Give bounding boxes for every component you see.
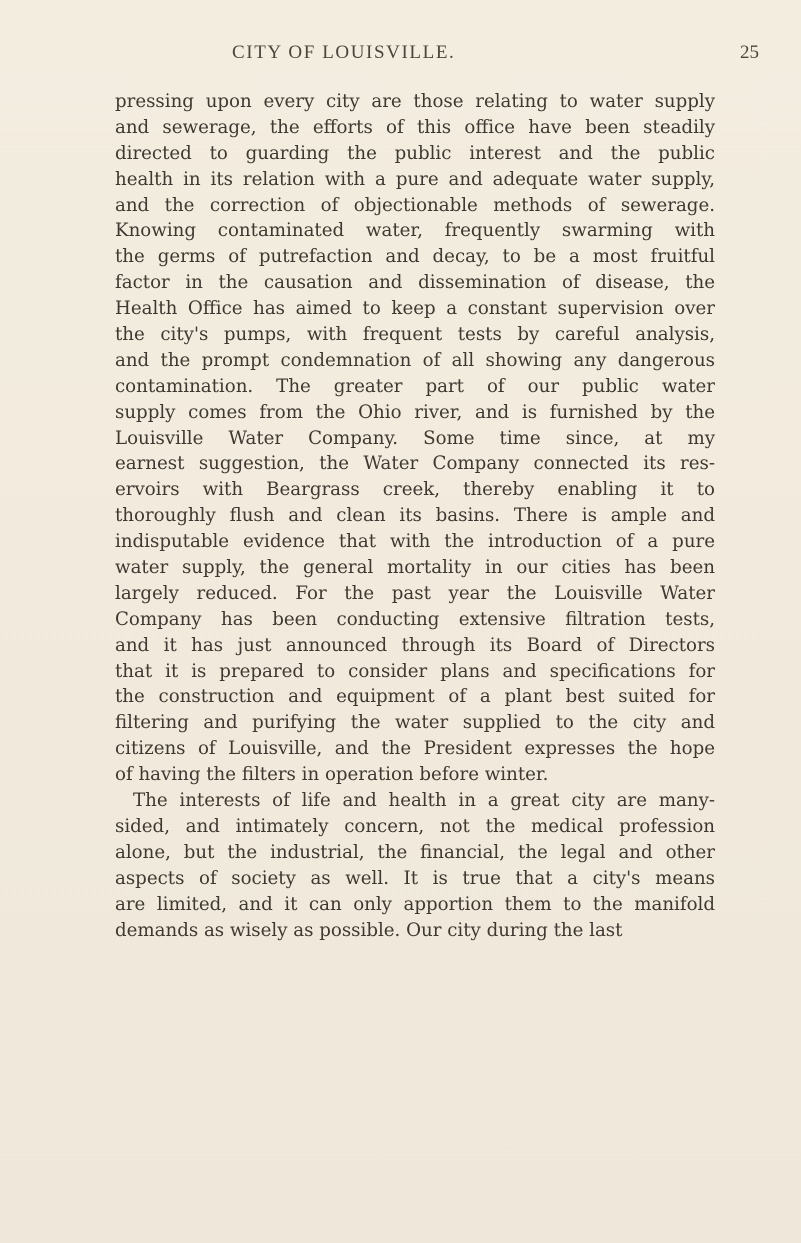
paragraph [115, 89, 715, 788]
text-line: citizens of Louisville, and the President expresses the hope [115, 738, 715, 760]
body-text [115, 89, 715, 943]
text-line: Company has been conducting extensive filtration tests, [115, 608, 715, 630]
text-line: earnest suggestion, the Water Company connected its res- [115, 453, 715, 475]
text-line: the city's pumps, with frequent tests by careful analysis, [115, 324, 715, 346]
text-line: aspects of society as well. It is true that a city's means [115, 867, 715, 889]
text-line: filtering and purifying the water supplied to the city and [115, 712, 715, 734]
running-head: CITY OF LOUISVILLE. [232, 42, 456, 63]
page-number: 25 [740, 42, 759, 63]
text-line: are limited, and it can only apportion them to the manifold [115, 893, 715, 915]
text-line: contamination. The greater part of our public water [115, 375, 715, 397]
text-line: indisputable evidence that with the introduction of a pure [115, 531, 715, 553]
text-line: thoroughly flush and clean its basins. There is ample and [115, 505, 715, 527]
paragraph [115, 788, 715, 943]
text-line: health in its relation with a pure and adequate water supply, [115, 168, 715, 190]
text-line: directed to guarding the public interest and the public [115, 142, 715, 164]
text-line: demands as wisely as possible. Our city during the last [115, 919, 623, 941]
text-line: largely reduced. For the past year the Louisville Water [115, 582, 715, 604]
text-line: The interests of life and health in a great city are many- [133, 790, 715, 812]
text-line: ervoirs with Beargrass creek, thereby enabling it to [115, 479, 715, 501]
text-line: Knowing contaminated water, frequently swarming with [115, 220, 715, 242]
text-line: and it has just announced through its Board of Directors [115, 634, 715, 656]
text-line: alone, but the industrial, the financial, the legal and other [115, 841, 715, 863]
text-line: the germs of putrefaction and decay, to be a most fruitful [115, 246, 715, 268]
text-line: that it is prepared to consider plans and specifications for [115, 660, 715, 682]
text-line: Health Office has aimed to keep a constant supervision over [115, 298, 715, 320]
text-line: supply comes from the Ohio river, and is furnished by the [115, 401, 715, 423]
text-line: and the correction of objectionable methods of sewerage. [115, 194, 715, 216]
text-line: sided, and intimately concern, not the medical profession [115, 815, 715, 837]
text-line: the construction and equipment of a plant best suited for [115, 686, 715, 708]
text-line: water supply, the general mortality in our cities has been [115, 557, 715, 579]
text-line: Louisville Water Company. Some time since, at my [115, 427, 715, 449]
text-line: of having the filters in operation before winter. [115, 764, 549, 786]
text-line: and sewerage, the efforts of this office have been steadily [115, 116, 715, 138]
text-line: and the prompt condemnation of all showing any dangerous [115, 349, 715, 371]
text-line: factor in the causation and dissemination of disease, the [115, 272, 715, 294]
text-line: pressing upon every city are those relating to water supply [115, 91, 715, 112]
